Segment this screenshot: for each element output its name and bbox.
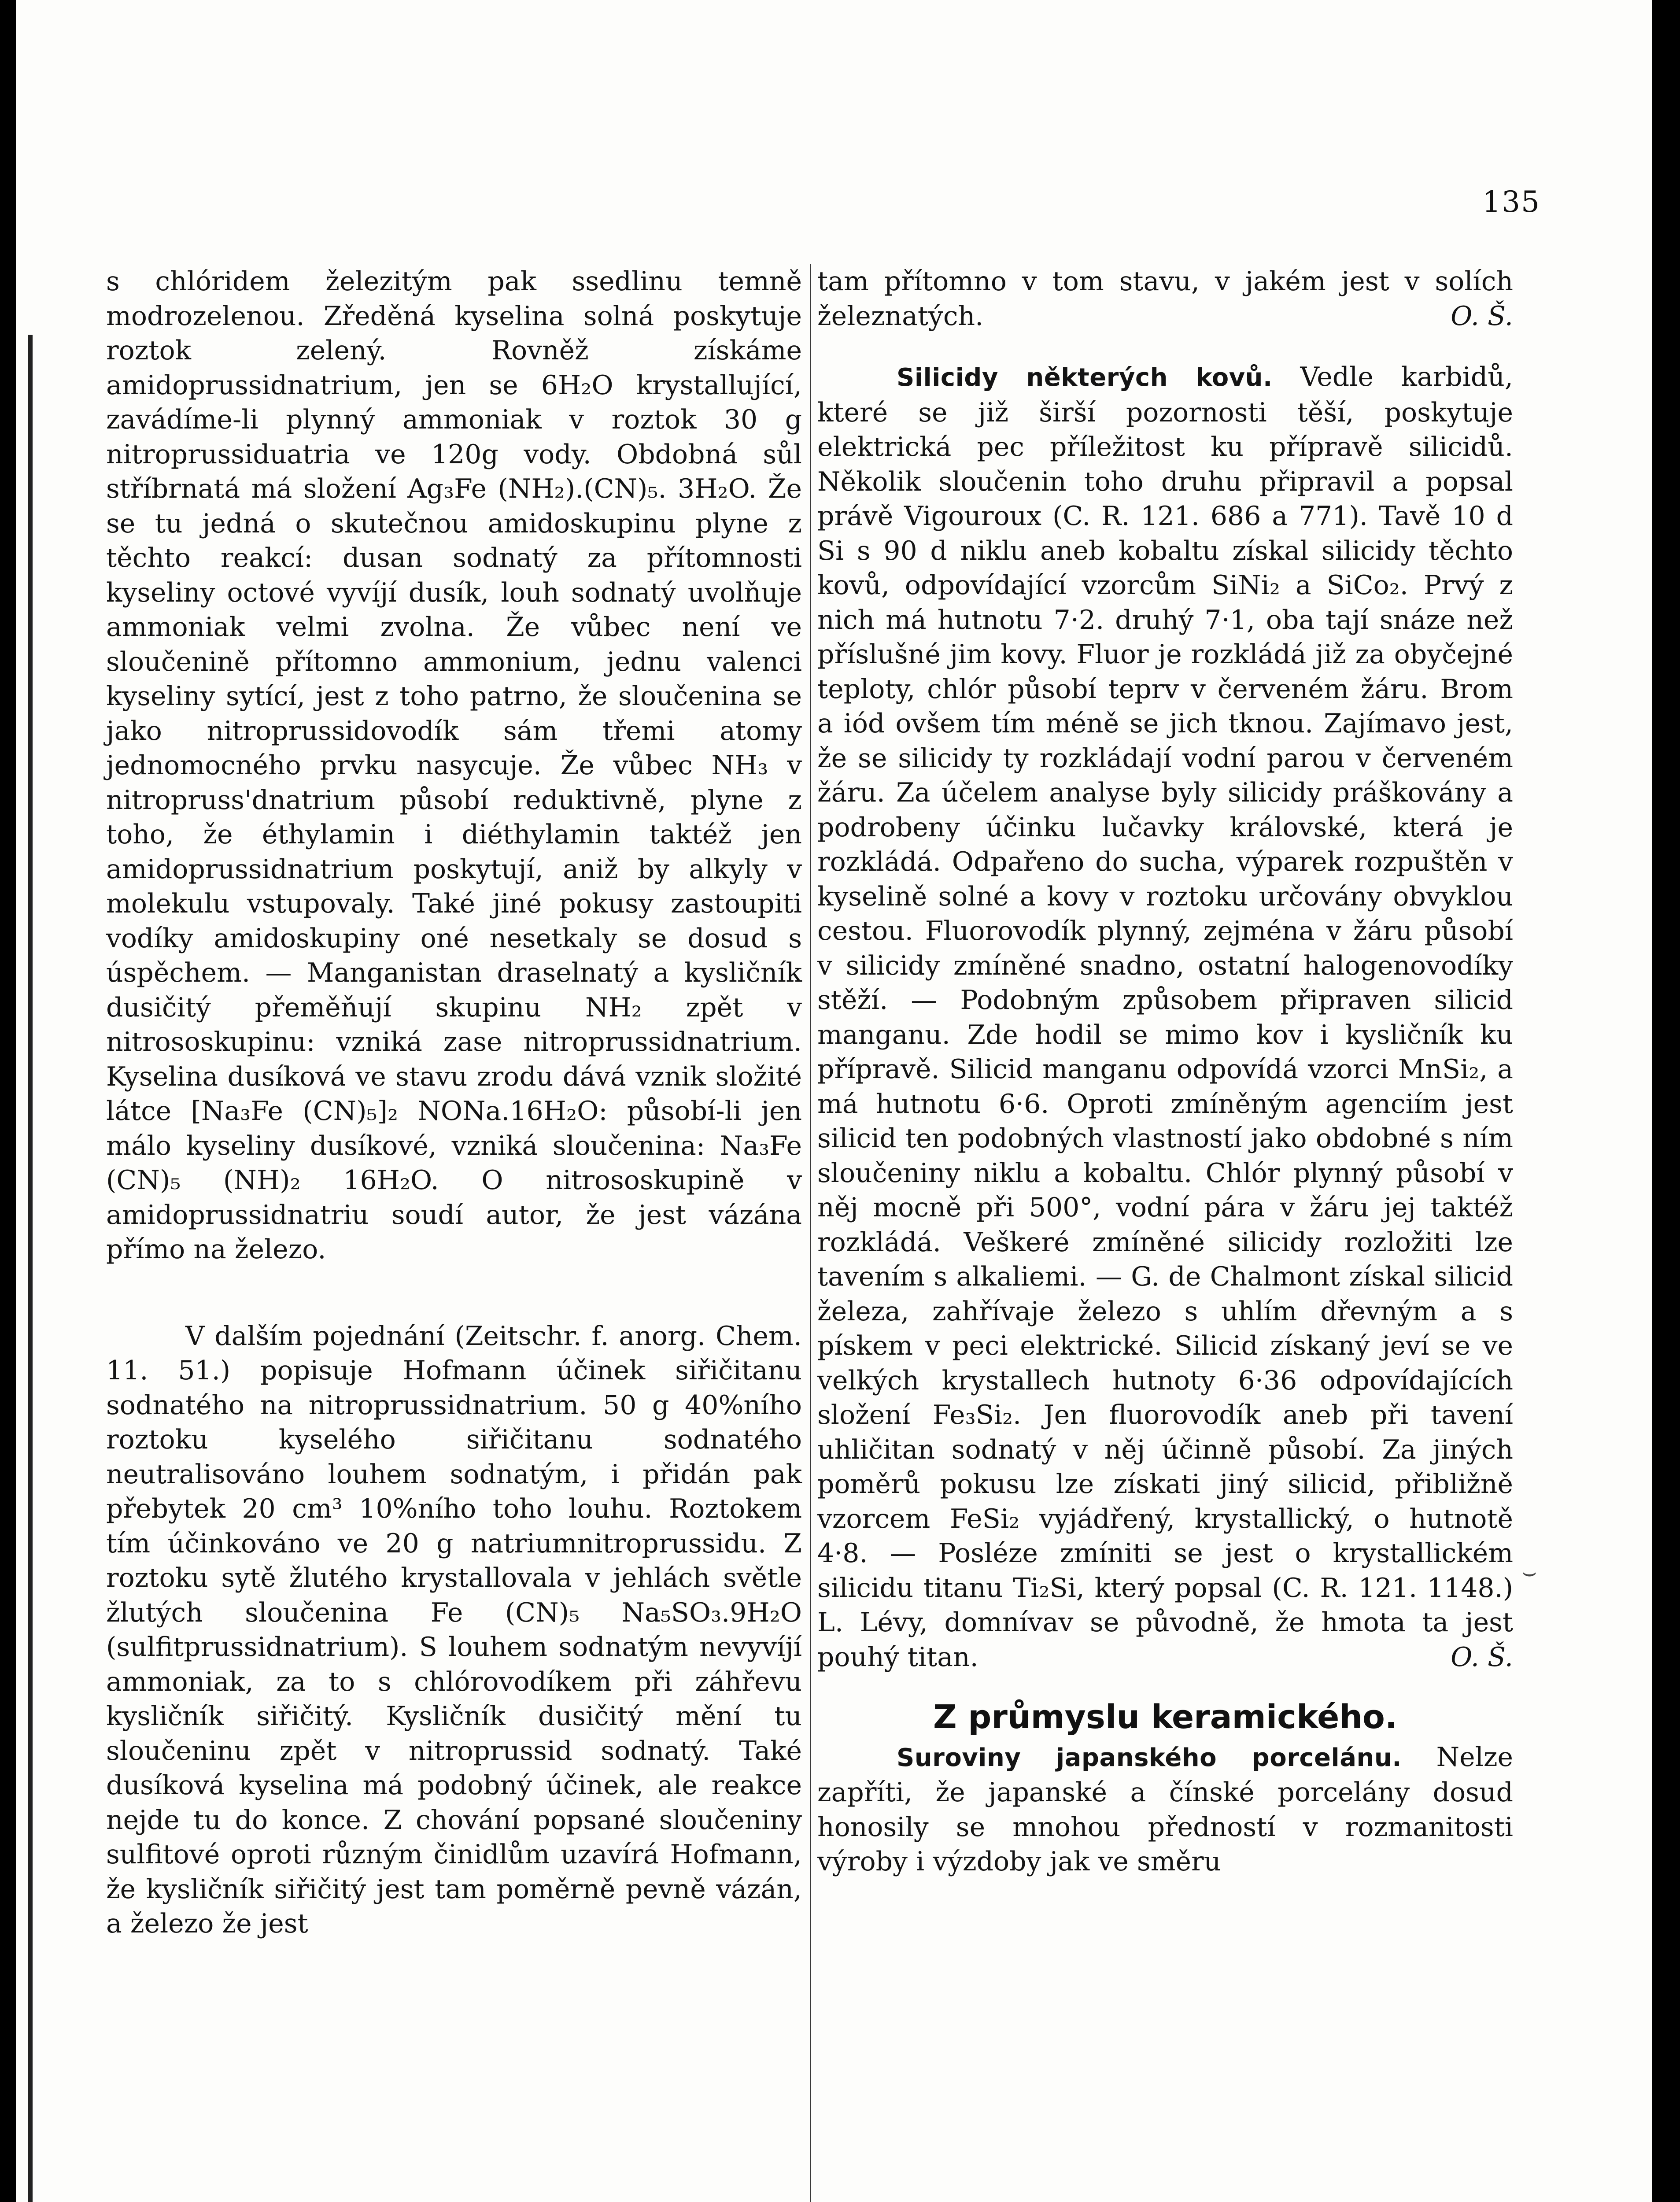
section-title: Z průmyslu keramického. [933,1698,1397,1736]
porcelain-article [817,1740,1513,1879]
right-carryover-paragraph [817,264,1513,333]
right-column [817,264,1513,1879]
journal-page [16,0,1652,2202]
carryover-signature: O. Š. [1451,300,1513,332]
silicides-text: Vedle karbidů, které se již širší pozornosti těší, poskytuje elektrická pec příležitost ku přípravě silicidů. Několik sloučenin toho druhu připravil a popsal právě Vigouroux (C. R. 121. 686 a 771). Tavě 10 d Si s 90 d niklu aneb kobaltu získal silicidy těchto kovů, odpovídající vzorcům SiNi₂ a SiCo₂. Prvý z nich má hutnotu 7·2. druhý 7·1, oba tají snáze než příslušné jim kovy. Fluor je rozkládá již za obyčejné teploty, chlór působí teprv v červeném žáru. Brom a iód ovšem tím méně se jich tknou. Zajímavo jest, že se silicidy ty rozkládají vodní parou v červeném žáru. Za účelem analyse byly silicidy práškovány a podrobeny účinku lučavky královské, která je rozkládá. Odpařeno do sucha, výparek rozpuštěn v kyselině solné a kovy v roztoku určovány obvyklou cestou. Fluorovodík plynný, zejména v žáru působí v silicidy zmíněné snadno, ostatní halogenovodíky stěží. — Podobným způsobem připraven silicid manganu. Zde hodil se mimo kov i kysličník ku přípravě. Silicid manganu odpovídá vzorci MnSi₂, a má hutnotu 6·6. Oproti zmíněným agenciím jest silicid ten podobných vlastností jako obdobné s ním sloučeniny niklu a kobaltu. Chlór plynný působí v něj mocně při 500°, vodní pára v žáru jej taktéž rozkládá. Veškeré zmíněné silicidy rozložiti lze tavením s alkaliemi. — G. de Chalmont získal silicid železa, zahřívaje železo s uhlím dřevným a s pískem v peci elektrické. Silicid získaný jeví se ve velkých krystallech hutnoty 6·36 odpovídajících složení Fe₃Si₂. Jen fluorovodík aneb při tavení uhličitan sodnatý v něj účinně působí. Za jiných poměrů pokusu lze získati jiný silicid, přibližně vzorcem FeSi₂ vyjádřený, krystallický, o hutnotě 4·8. — Posléze zmíniti se jest o krystallickém silicidu titanu Ti₂Si, který popsal (C. R. 121. 1148.) L. Lévy, domnívav se původně, že hmota ta jest pouhý titan. [817,362,1513,1673]
left-column [106,264,802,1941]
silicides-heading: Silicidy některých kovů. [897,363,1273,392]
left-paragraph-1: s chlóridem železitým pak ssedlinu temně modrozelenou. Zředěná kyselina solná poskytuje roztok zelený. Rovněž získáme amidoprussidnatrium, jen se 6H₂O krystallující, zavádíme-li plynný ammoniak v roztok 30 g nitroprussiduatria ve 120g vody. Obdobná sůl stříbrnatá má složení Ag₃Fe (NH₂).(CN)₅. 3H₂O. Že se tu jedná o skutečnou amidoskupinu plyne z těchto reakcí: dusan sodnatý za přítomnosti kyseliny octové vyvíjí dusík, louh sodnatý uvolňuje ammoniak velmi zvolna. Že vůbec není ve sloučenině přítomno ammonium, jednu valenci kyseliny sytící, jest z toho patrno, že sloučenina se jako nitroprussidovodík sám třemi atomy jednomocného prvku nasycuje. Že vůbec NH₃ v nitropruss'dnatrium působí reduktivně, plyne z toho, že éthylamin i diéthylamin taktéž jen amidoprussidnatrium poskytují, aniž by alkyly v molekulu vstupovaly. Také jiné pokusy zastoupiti vodíky amidoskupiny oné nesetkaly se dosud s úspěchem. — Manganistan draselnatý a kysličník dusičitý přeměňují skupinu NH₂ zpět v nitrososkupinu: vzniká zase nitroprussidnatrium. Kyselina dusíková ve stavu zrodu dává vznik složité látce [Na₃Fe (CN)₅]₂ NONa.16H₂O: působí-li jen málo kyseliny dusíkové, vzniká sloučenina: Na₃Fe (CN)₅ (NH)₂ 16H₂O. O nitrososkupině v amidoprussidnatriu soudí autor, že jest vázána přímo na železo. [106,266,802,1265]
porcelain-text: Nelze zapříti, že japanské a čínské porcelány dosud honosily se mnohou předností v rozmanitosti výroby i výzdoby jak ve směru [817,1741,1513,1877]
margin-pencil-mark: ⌣ [1522,1559,1537,1585]
porcelain-heading: Suroviny japanského porcelánu. [897,1743,1402,1772]
silicides-article [817,360,1513,1674]
column-divider [810,264,811,2202]
page-number: 135 [1482,185,1540,219]
binding-edge [28,335,33,2202]
left-paragraph-2: V dalším pojednání (Zeitschr. f. anorg. Chem. 11. 51.) popisuje Hofmann účinek siřičitanu sodnatého na nitroprussidnatrium. 50 g 40%ního roztoku kyselého siřičitanu sodnatého neutralisováno louhem sodnatým, i přidán pak přebytek 20 cm³ 10%ního toho louhu. Roztokem tím účinkováno ve 20 g natriumnitroprussidu. Z roztoku sytě žlutého krystallovala v jehlách světle žlutých sloučenina Fe (CN)₅ Na₅SO₃.9H₂O (sulfitprussidnatrium). S louhem sodnatým nevyvíjí ammoniak, za to s chlórovodíkem při záhřevu kysličník siřičitý. Kysličník dusičitý mění tu sloučeninu zpět v nitroprussid sodnatý. Také dusíková kyselina má podobný účinek, ale reakce nejde tu do konce. Z chování popsané sloučeniny sulfitové oproti různým činidlům uzavírá Hofmann, že kysličník siřičitý jest tam poměrně pevně vázán, a železo že jest [106,1320,802,1939]
silicides-signature: O. Š. [1451,1641,1513,1673]
carryover-text: tam přítomno v tom stavu, v jakém jest v solích železnatých. [817,266,1513,332]
